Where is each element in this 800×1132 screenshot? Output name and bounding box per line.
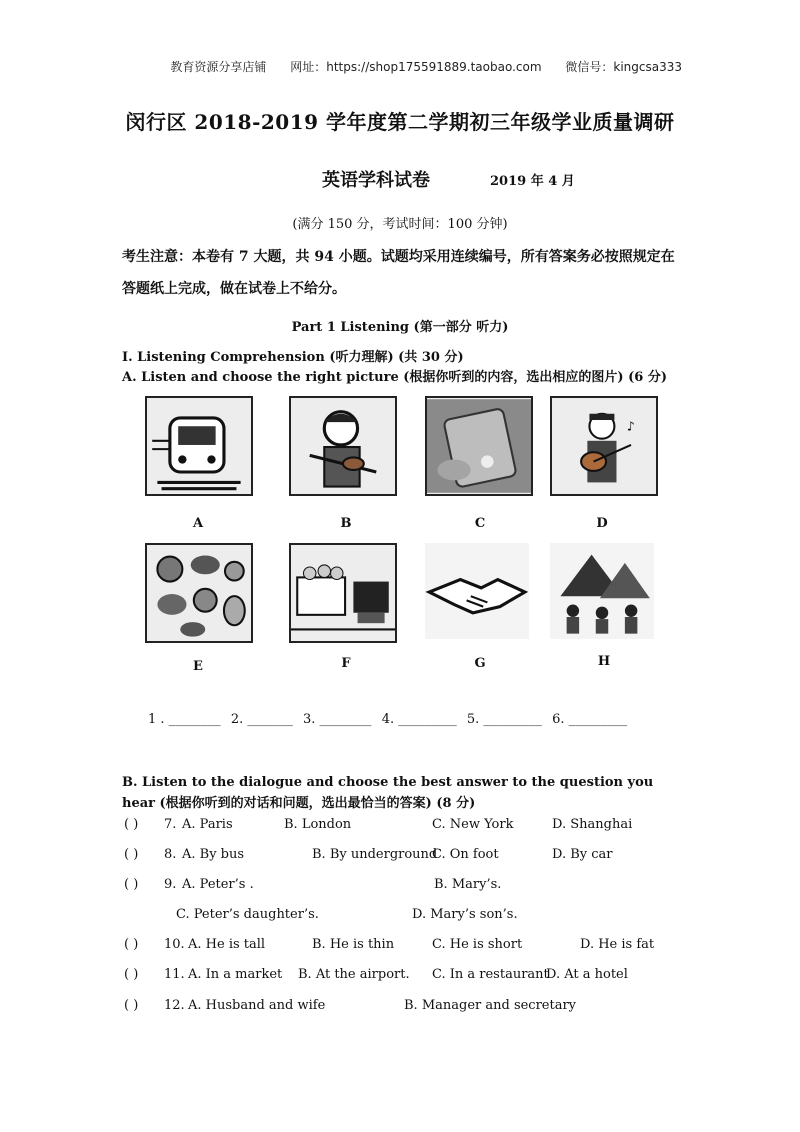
option-c: C. New York	[432, 817, 514, 832]
question-number: 10.	[164, 937, 185, 952]
part-title: Part 1 Listening (第一部分 听力)	[291, 320, 509, 335]
option-a: A. Peter’s .	[182, 877, 254, 892]
option-a: A. In a market	[188, 967, 283, 982]
picture-letter-d: D	[596, 516, 608, 531]
question-number: 11.	[164, 967, 185, 982]
option-b: B. Mary’s.	[434, 877, 502, 892]
option-c: C. In a restaurant	[432, 967, 549, 982]
option-d: D. At a hotel	[546, 967, 628, 982]
option-d: D. He is fat	[580, 937, 655, 952]
wechat-id: 微信号：kingcsa333	[565, 60, 682, 74]
answer-blank-5[interactable]: 5. _________	[466, 712, 542, 727]
svg-text:♪: ♪	[626, 418, 635, 434]
exam-notice: 考生注意：本卷有 7 大题，共 94 小题。试题均采用连续编号，所有答案务必按照规定在答题纸上完成，做在试卷上不给分。	[122, 249, 675, 297]
camping-icon	[550, 543, 654, 639]
question-number: 9.	[164, 877, 177, 892]
family-tv-icon	[289, 543, 397, 643]
picture-letter-a: A	[192, 516, 204, 531]
answer-blank-6[interactable]: 6. _________	[552, 712, 628, 727]
option-c: C. Peter’s daughter’s.	[176, 907, 319, 922]
answer-blanks	[148, 712, 633, 727]
answer-paren[interactable]: ( )	[124, 937, 139, 952]
handshake-icon	[425, 543, 529, 639]
picture-letter-g: G	[474, 656, 486, 671]
option-b: B. He is thin	[312, 937, 395, 952]
option-a: A. Husband and wife	[188, 998, 326, 1013]
option-b: B. By underground	[312, 847, 438, 862]
answer-blank-1[interactable]: 1 . ________	[148, 712, 221, 727]
score-info: (满分 150 分，考试时间：100 分钟)	[292, 217, 508, 232]
answer-paren[interactable]: ( )	[124, 967, 139, 982]
train-icon	[145, 396, 253, 496]
answer-paren[interactable]: ( )	[124, 817, 139, 832]
option-b: B. At the airport.	[298, 967, 410, 982]
option-d: D. Mary’s son’s.	[412, 907, 518, 922]
answer-paren[interactable]: ( )	[124, 847, 139, 862]
question-number: 8.	[164, 847, 177, 862]
answer-paren[interactable]: ( )	[124, 877, 139, 892]
option-a: A. He is tall	[188, 937, 266, 952]
option-a: A. By bus	[182, 847, 245, 862]
exam-title: 闵行区 2018-2019 学年度第二学期初三年级学业质量调研	[125, 110, 675, 134]
picture-letter-b: B	[340, 516, 352, 531]
answer-blank-4[interactable]: 4. _________	[381, 712, 457, 727]
answer-paren[interactable]: ( )	[124, 998, 139, 1013]
option-d: D. Shanghai	[552, 817, 633, 832]
violin-player-icon	[289, 396, 397, 496]
guitar-player-icon	[550, 396, 658, 496]
answer-blank-3[interactable]: 3. ________	[303, 712, 372, 727]
question-number: 7.	[164, 817, 177, 832]
picture-letter-f: F	[341, 656, 351, 671]
picture-letter-c: C	[474, 516, 486, 531]
option-d: D. By car	[552, 847, 613, 862]
exam-subtitle: 英语学科试卷	[322, 170, 430, 191]
option-b: B. London	[284, 817, 352, 832]
picture-letter-e: E	[193, 659, 203, 674]
question-number: 12.	[164, 998, 185, 1013]
option-c: C. He is short	[432, 937, 523, 952]
section-b-heading: B. Listen to the dialogue and choose the best answer to the question you hear (根据你听到的对话和问题，选出最恰当的答案) (8 分)	[122, 775, 654, 811]
section-a-heading: A. Listen and choose the right picture (根据你听到的内容，选出相应的图片) (6 分)	[122, 370, 667, 385]
page-header	[0, 58, 800, 75]
shop-url: 网址：https://shop175591889.taobao.com	[290, 60, 542, 74]
option-c: C. On foot	[432, 847, 499, 862]
option-a: A. Paris	[182, 817, 233, 832]
exam-date: 2019 年 4 月	[490, 174, 575, 189]
option-b: B. Manager and secretary	[404, 998, 577, 1013]
shop-name: 教育资源分享店铺	[170, 60, 267, 74]
answer-blank-2[interactable]: 2. _______	[230, 712, 293, 727]
vegetables-icon	[145, 543, 253, 643]
section-1-heading: I. Listening Comprehension (听力理解) (共 30 分)	[122, 350, 464, 365]
picture-letter-h: H	[597, 654, 611, 669]
smartphone-icon	[425, 396, 533, 496]
